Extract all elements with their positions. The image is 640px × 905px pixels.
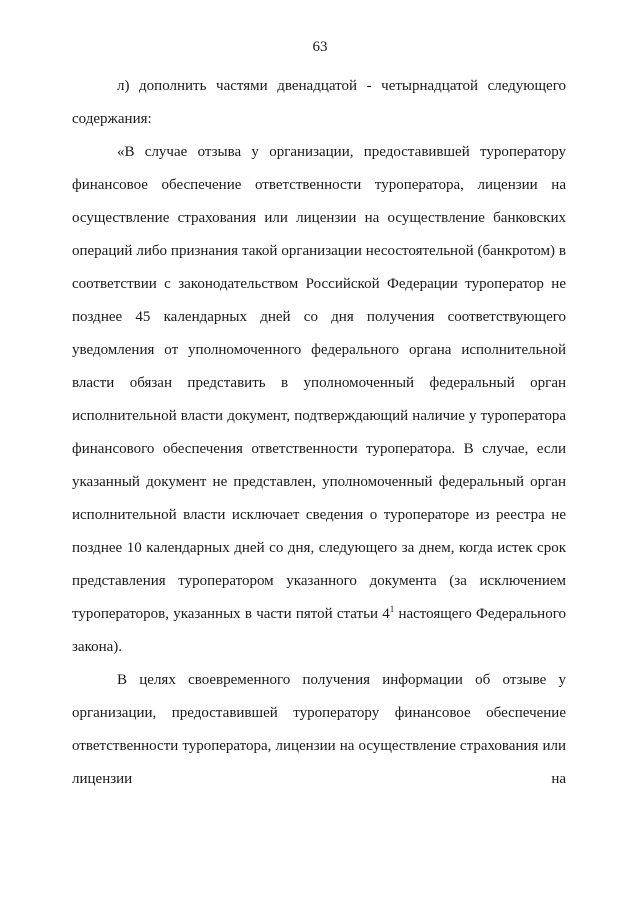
paragraph-text: «В случае отзыва у организации, предоставившей туроператору финансовое обеспечение ответственности туроператора, лицензии на осуществление страхования или лицензии на осуществление банковских операций либо признания такой организации несостоятельной (банкротом) в соответствии с законодательством Российской Федерации туроператор не позднее 45 календарных дней со дня получения соответствующего уведомления от уполномоченного федерального органа исполнительной власти обязан представить в уполномоченный федеральный орган исполнительной власти документ, подтверждающий наличие у туроператора финансового обеспечения ответственности туроператора. В случае, если указанный документ не представлен, уполномоченный федеральный орган исполнительной власти исключает сведения о туроператоре из реестра не позднее 10 календарных дней со дня, следующего за днем, когда истек срок представления туроператором указанного документа (за исключением туроператоров, указанных в части пятой статьи 4	[72, 144, 566, 622]
paragraph-text-end: настоящего Федерального закона).	[72, 606, 566, 655]
document-body	[72, 70, 566, 796]
paragraph-timely-info: В целях своевременного получения информации об отзыве у организации, предоставившей туроператору финансовое обеспечение ответственности туроператора, лицензии на осуществление страхования или лицензии на	[72, 672, 566, 787]
page-number: 63	[312, 39, 328, 55]
paragraph-license-revocation	[72, 136, 566, 664]
paragraph-amendment-intro: л) дополнить частями двенадцатой - четырнадцатой следующего содержания:	[72, 78, 566, 127]
article-superscript: 1	[389, 604, 395, 614]
